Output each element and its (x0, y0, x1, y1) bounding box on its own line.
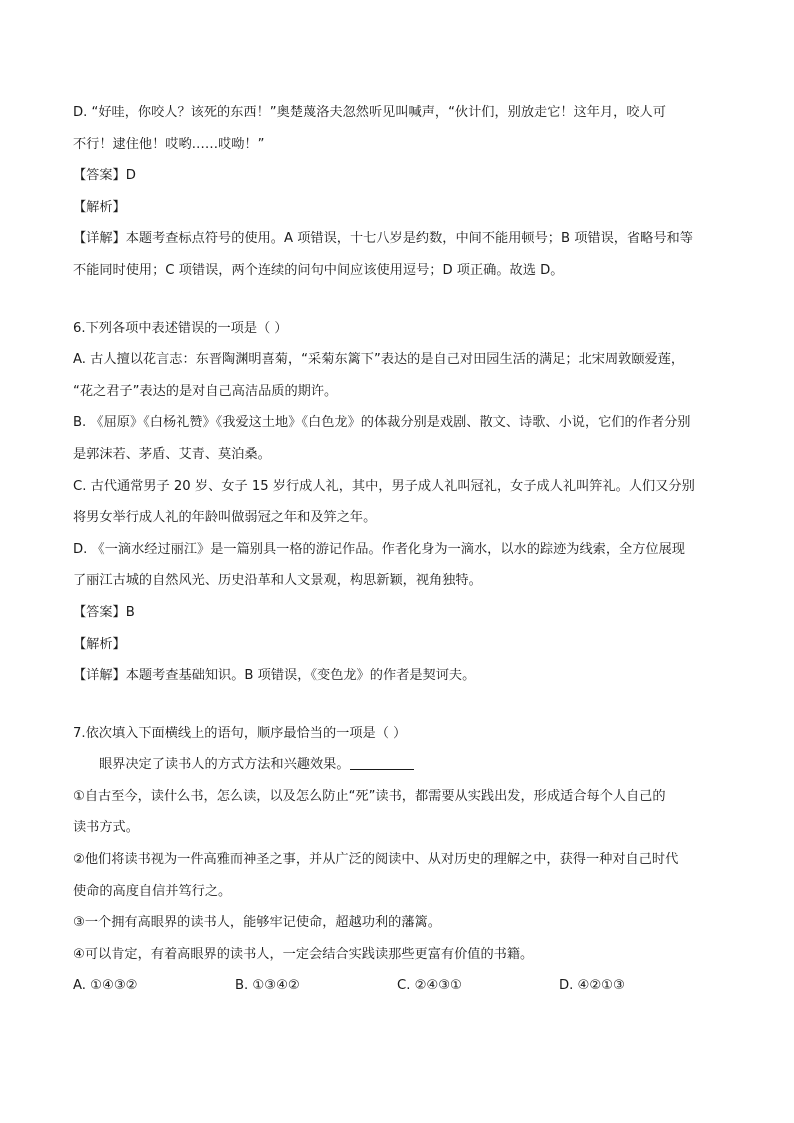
q5-detail-line-2: 不能同时使用；C 项错误，两个连续的问句中间应该使用逗号；D 项正确。故选 D。 (73, 262, 564, 278)
q7-stem: 7.依次填入下面横线上的语句，顺序最恰当的一项是（ ） (73, 725, 407, 741)
q7-lead-line (73, 749, 721, 781)
q6-option-c-line-1: C. 古代通常男子 20 岁、女子 15 岁行成人礼，其中，男子成人礼叫冠礼，女子成人礼叫笄礼。人们又分别 (73, 478, 695, 494)
section-gap (73, 692, 721, 718)
q6-answer: 【答案】B (73, 604, 135, 620)
q6-detail: 【详解】本题考查基础知识。B 项错误，《变色龙》的作者是契诃夫。 (73, 668, 476, 684)
q6-option-b-line-2: 是郭沫若、茅盾、艾青、莫泊桑。 (73, 446, 271, 462)
q6-option-a-line-2: “花之君子”表达的是对自己高洁品质的期许。 (73, 383, 338, 399)
q7-sentence-1-line-1: ①自古至今，读什么书，怎么读，以及怎么防止“死”读书，都需要从实践出发，形成适合每个人自己的 (73, 788, 666, 804)
q5-analysis-label: 【解析】 (73, 199, 126, 215)
q7-option-d: D. ④②①③ (559, 978, 625, 994)
q7-sentence-2-line-1: ②他们将读书视为一件高雅而神圣之事，并从广泛的阅读中、从对历史的理解之中，获得一种对自己时代 (73, 852, 679, 868)
q7-sentence-1-line-2: 读书方式。 (73, 820, 139, 836)
q5-option-d-line-1: D. “好哇，你咬人？该死的东西！”奥楚蔑洛夫忽然听见叫喊声，“伙计们，别放走它！这年月，咬人可 (73, 105, 666, 120)
q7-option-a: A. ①④③② (73, 978, 138, 994)
q6-option-d-line-2: 了丽江古城的自然风光、历史沿革和人文景观，构思新颖，视角独特。 (73, 573, 482, 589)
fill-in-blank (350, 755, 414, 770)
q7-option-b: B. ①③④② (235, 978, 300, 994)
q7-sentence-4: ④可以肯定，有着高眼界的读书人，一定会结合实践读那些更富有价值的书籍。 (73, 946, 534, 962)
q5-detail-line-1: 【详解】本题考查标点符号的使用。A 项错误，十七八岁是约数，中间不能用顿号；B 项错误，省略号和等 (73, 231, 693, 247)
q5-option-d-line-2: 不行！逮住他！哎哟……哎呦！” (73, 136, 265, 152)
q6-option-a-line-1: A. 古人擅以花言志：东晋陶渊明喜菊，“采菊东篱下”表达的是自己对田园生活的满足；北宋周敦颐爱莲， (73, 352, 685, 368)
q6-option-c-line-2: 将男女举行成人礼的年龄叫做弱冠之年和及笄之年。 (73, 510, 377, 526)
q7-lead-text: 眼界决定了读书人的方式方法和兴趣效果。 (99, 757, 350, 773)
q6-option-b-line-1: B. 《屈原》《白杨礼赞》《我爱这土地》《白色龙》的体裁分别是戏剧、散文、诗歌、小说，它们的作者分别 (73, 415, 691, 431)
q7-sentence-2-line-2: 使命的高度自信并笃行之。 (73, 883, 232, 899)
q6-option-d-line-1: D. 《一滴水经过丽江》是一篇别具一格的游记作品。作者化身为一滴水，以水的踪迹为线索，全方位展现 (73, 541, 685, 557)
q7-sentence-3: ③一个拥有高眼界的读书人，能够牢记使命，超越功利的藩篱。 (73, 915, 441, 931)
q6-stem: 6.下列各项中表述错误的一项是（ ） (73, 320, 288, 336)
section-gap (73, 287, 721, 313)
q7-options (73, 970, 721, 1002)
q6-analysis-label: 【解析】 (73, 636, 126, 652)
document-page (73, 97, 721, 1002)
q7-option-c: C. ②④③① (397, 978, 462, 994)
q5-answer: 【答案】D (73, 168, 136, 184)
